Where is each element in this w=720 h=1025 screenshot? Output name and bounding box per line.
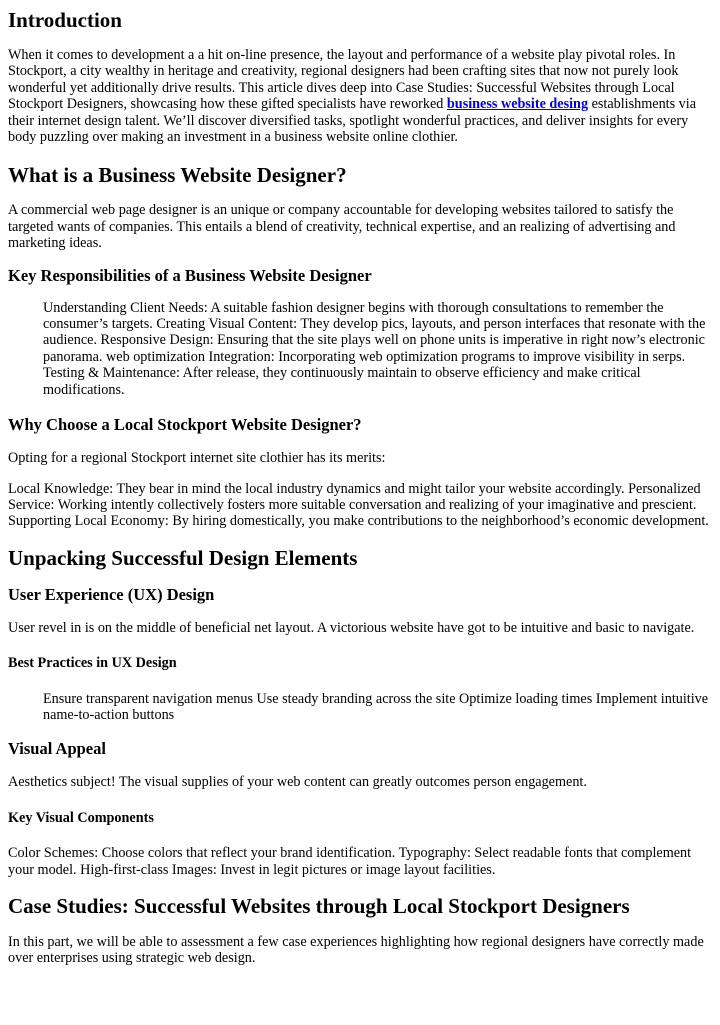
case-studies-paragraph: In this part, we will be able to assessment a few case experiences highlighting how regional designers have correctly made over enterprises using strategic web design. — [8, 933, 704, 967]
what-is-paragraph: A commercial web page designer is an unique or company accountable for developing websites tailored to satisfy the targeted wants of companies. This entails a blend of creativity, technical expertise, and an realizing of advertising and marketing ideas. — [8, 202, 676, 252]
introduction-text-after-link: establishments via their internet design talent. We’ll discover diversified tasks, spotlight wonderful practices, and deliver insights for every body puzzling over making an investment in a business website online clothier. — [8, 96, 697, 146]
introduction-heading: Introduction — [8, 8, 122, 32]
responsibilities-heading: Key Responsibilities of a Business Website Designer — [8, 265, 372, 285]
business-website-design-link[interactable]: business website desing — [446, 96, 589, 113]
ux-practices-heading: Best Practices in UX Design — [8, 655, 177, 672]
ux-paragraph: User revel in is on the middle of beneficial net layout. A victorious website have got to be intuitive and basic to navigate. — [8, 619, 695, 636]
ux-heading: User Experience (UX) Design — [8, 584, 215, 604]
unpacking-heading: Unpacking Successful Design Elements — [8, 545, 358, 570]
why-local-intro: Opting for a regional Stockport internet site clothier has its merits: — [8, 450, 386, 467]
why-local-heading: Why Choose a Local Stockport Website Designer? — [8, 415, 362, 435]
article — [0, 8, 720, 967]
case-studies-heading: Case Studies: Successful Websites through Local Stockport Designers — [8, 893, 630, 918]
visual-paragraph: Aesthetics subject! The visual supplies of your web content can greatly outcomes person engagement. — [8, 774, 587, 791]
visual-components-paragraph: Color Schemes: Choose colors that reflect your brand identification. Typography: Select readable fonts that complement your model. High-first-class Images: Invest in legit pictures or image layout facilities. — [8, 845, 692, 878]
why-local-reasons: Local Knowledge: They bear in mind the local industry dynamics and might tailor your website accordingly. Personalized Service: Working intently collectively fosters more suitable conversation and realizing of your imaginative and prescient. Supporting Local Economy: By hiring domestically, you make contributions to the neighborhood’s economic development. — [8, 480, 709, 530]
visual-components-heading: Key Visual Components — [8, 809, 154, 826]
introduction-text-before-link: When it comes to development a a hit on-line presence, the layout and performance of a website play pivotal roles. In Stockport, a city wealthy in heritage and creativity, regional designers had been crafting sites that now not purely look wonderful yet additionally drive results. This article dives deep into Case Studies: Successful Websites through Local Stockport Designers, showcasing how these gifted specialists have reworked — [8, 47, 679, 113]
what-is-heading: What is a Business Website Designer? — [8, 163, 347, 188]
visual-heading: Visual Appeal — [8, 739, 106, 759]
responsibilities-quote: Understanding Client Needs: A suitable fashion designer begins with thorough consultations to remember the consumer’s targets. Creating Visual Content: They develop pics, layouts, and person interfaces that resonate with the audience. Responsive Design: Ensuring that the site plays well on phone units is imperative in right now’s electronic panorama. web optimization Integration: Incorporating web optimization programs to improve visibility in serps. Testing & Maintenance: After release, they continuously maintain to observe efficiency and make critical modifications. — [43, 299, 706, 398]
ux-practices-quote: Ensure transparent navigation menus Use steady branding across the site Optimize loading times Implement intuitive name-to-action buttons — [43, 690, 709, 723]
introduction-paragraph — [8, 47, 712, 145]
